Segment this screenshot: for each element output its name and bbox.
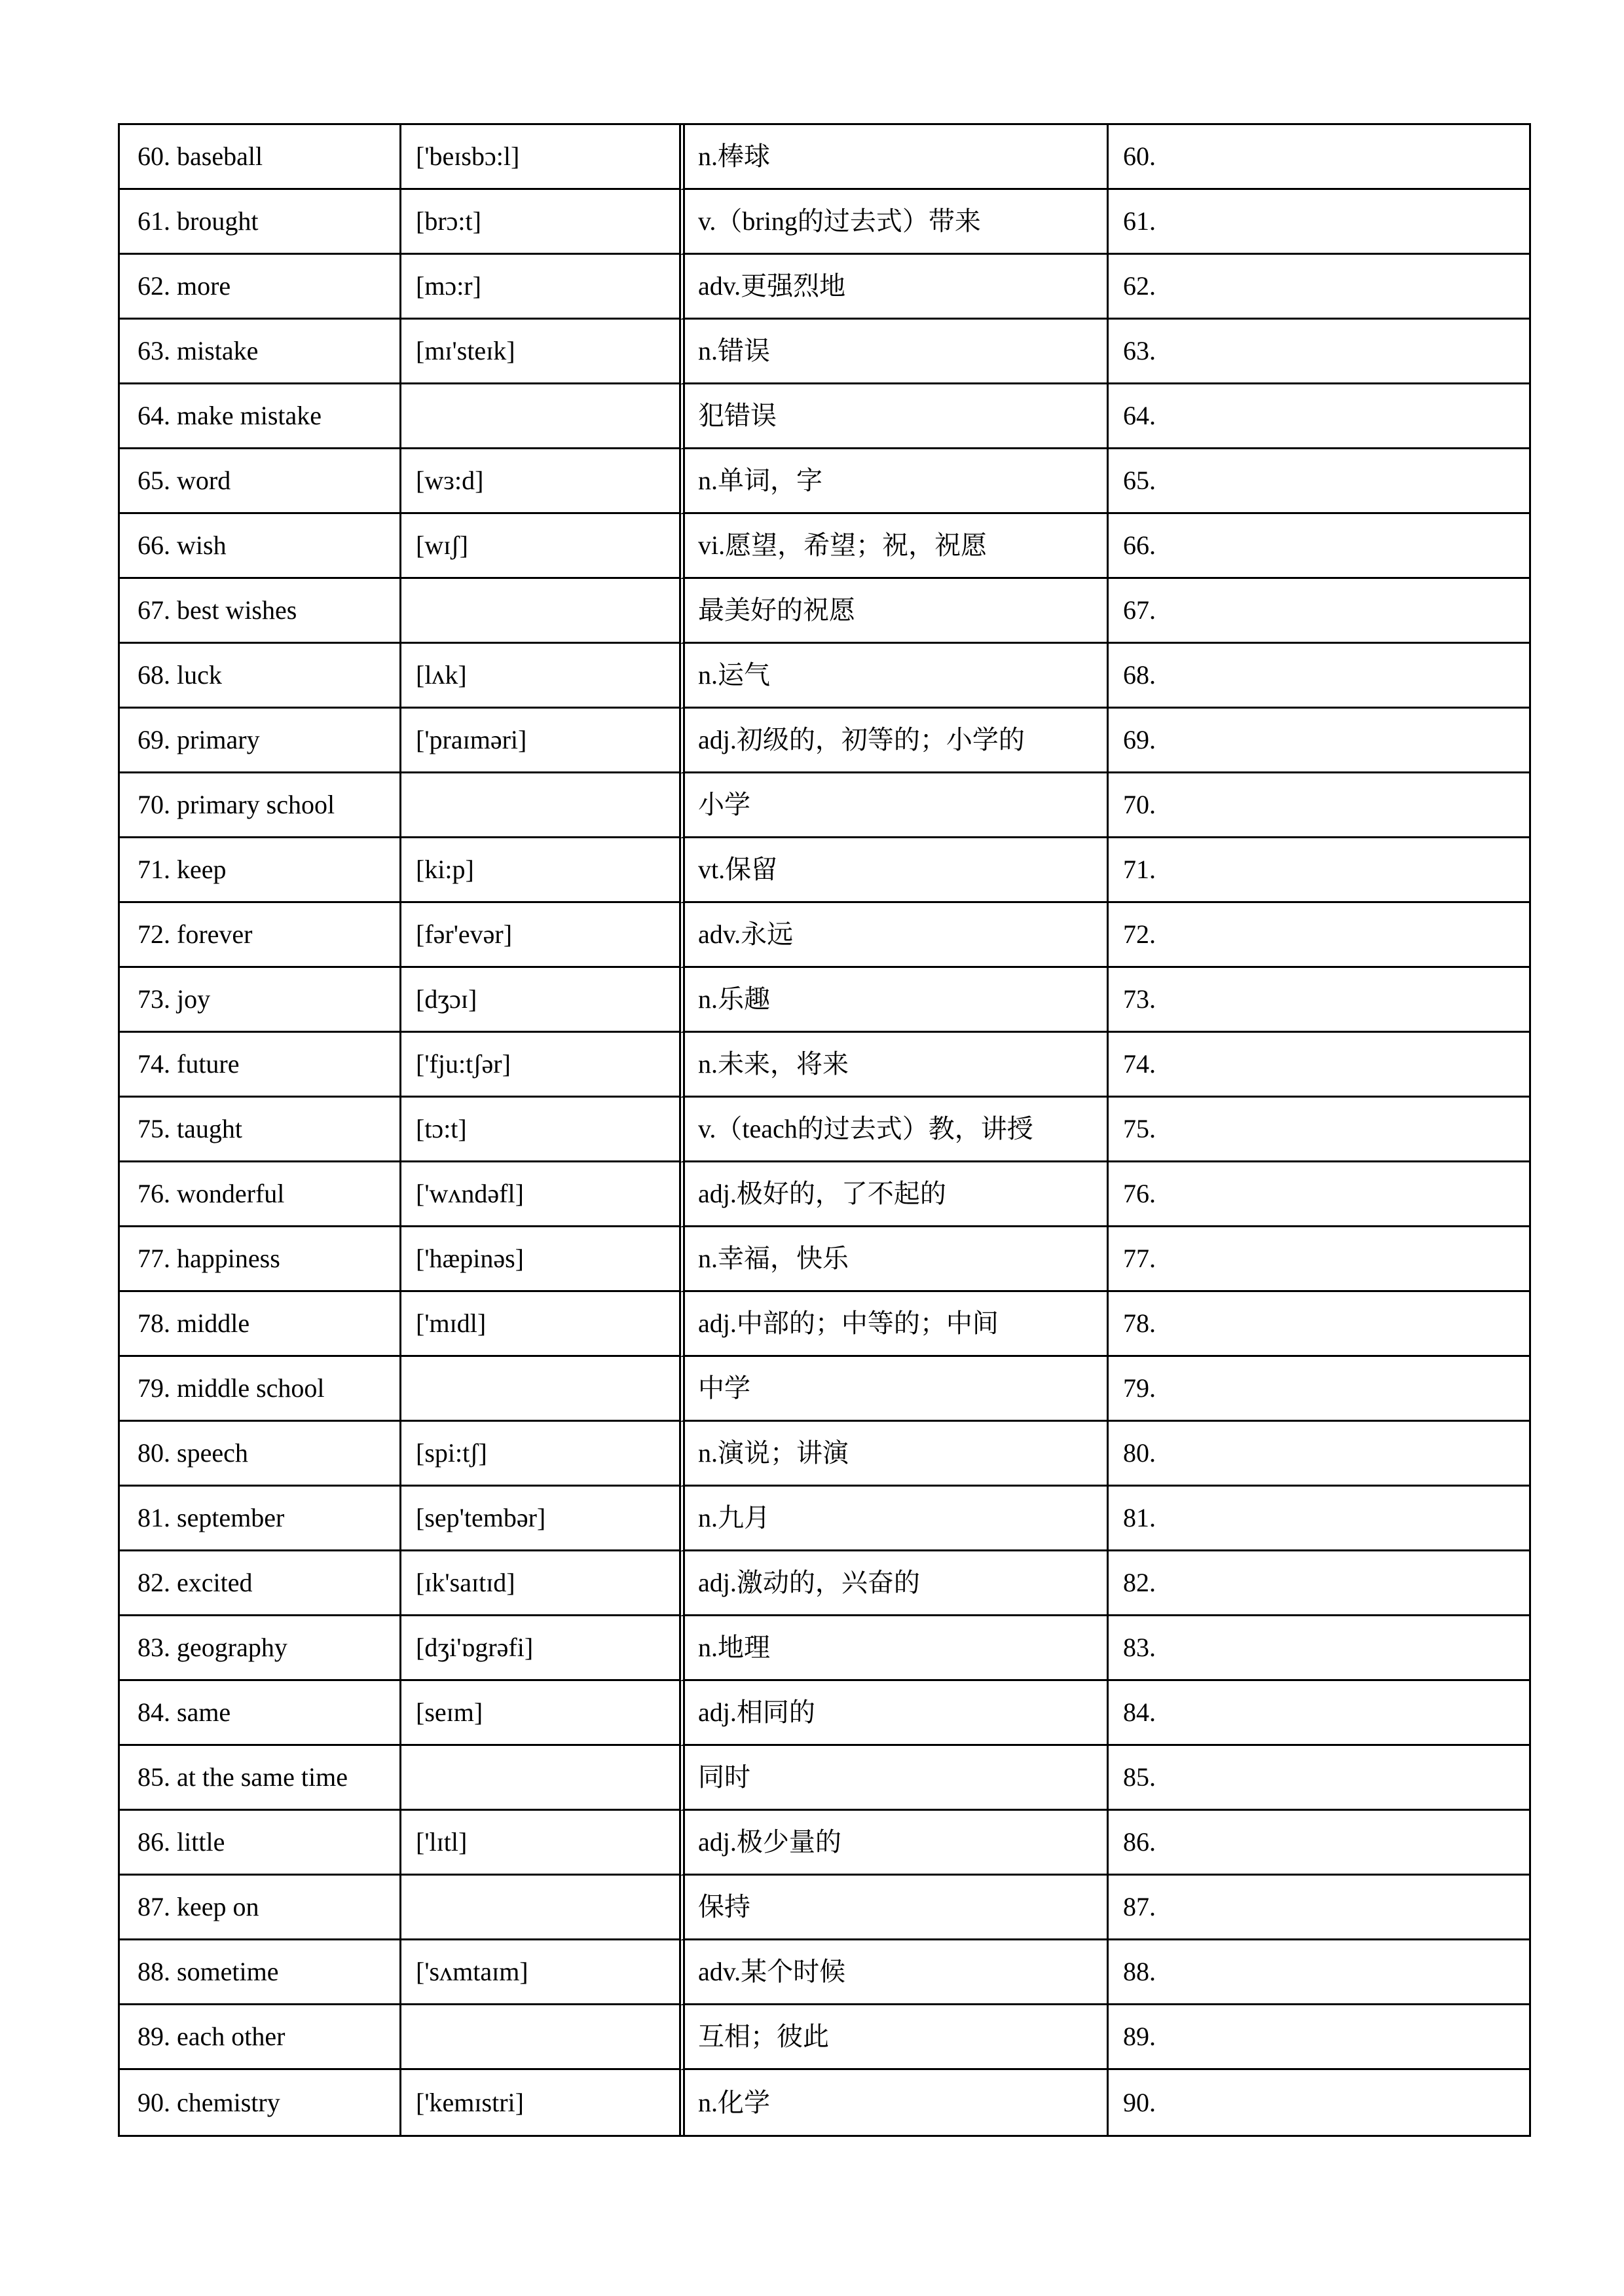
phonetic-cell: [dʒi'ɒgrəfi] <box>401 1616 679 1681</box>
check-number-cell: 67. <box>1109 579 1529 644</box>
table-row <box>120 968 1529 1033</box>
phonetic-cell: ['kemɪstri] <box>416 2087 524 2117</box>
table-row <box>120 773 1529 838</box>
phonetic-cell: ['wʌndəfl] <box>401 1162 679 1227</box>
phonetic-cell: ['praɪməri] <box>401 709 679 773</box>
check-number-cell: 66. <box>1109 514 1529 579</box>
table-row <box>120 1811 1529 1876</box>
word-cell: 90. chemistry <box>120 2070 401 2135</box>
meaning-cell: v.（bring的过去式）带来 <box>679 190 1109 255</box>
check-number-cell: 84. <box>1109 1681 1529 1746</box>
word-cell: 88. sometime <box>120 1940 401 2005</box>
table-row <box>120 838 1529 903</box>
meaning-cell: vt.保留 <box>679 838 1109 903</box>
meaning-cell: n.化学 <box>679 2070 1109 2135</box>
phonetic-cell: [lʌk] <box>401 644 679 709</box>
phonetic-cell: ['mɪdl] <box>401 1292 679 1357</box>
meaning-cell: vi.愿望，希望；祝，祝愿 <box>679 514 1109 579</box>
word-cell: 61. brought <box>120 190 401 255</box>
check-number-cell: 70. <box>1109 773 1529 838</box>
check-number-cell: 81. <box>1109 1487 1529 1551</box>
phonetic-cell: [wɪʃ] <box>401 514 679 579</box>
word-cell: 80. speech <box>120 1422 401 1487</box>
table-row <box>120 125 1529 190</box>
phonetic-cell: ['beɪsbɔ:l] <box>401 125 679 190</box>
check-number-cell: 62. <box>1109 255 1529 320</box>
meaning-cell: v.（teach的过去式）教，讲授 <box>679 1098 1109 1162</box>
check-number-cell: 79. <box>1109 1357 1529 1422</box>
meaning-cell: n.错误 <box>679 320 1109 384</box>
phonetic-cell: ['lɪtl] <box>401 1811 679 1876</box>
table-row <box>120 1098 1529 1162</box>
word-cell: 77. happiness <box>120 1227 401 1292</box>
table-row <box>120 1746 1529 1811</box>
meaning-cell: adv.某个时候 <box>679 1940 1109 2005</box>
table-row <box>120 1422 1529 1487</box>
meaning-cell: n.乐趣 <box>679 968 1109 1033</box>
word-cell: 65. word <box>120 449 401 514</box>
meaning-cell: 同时 <box>679 1746 1109 1811</box>
check-number-cell: 75. <box>1109 1098 1529 1162</box>
word-cell: 68. luck <box>120 644 401 709</box>
phonetic-cell <box>401 579 679 644</box>
phonetic-cell: ['hæpinəs] <box>401 1227 679 1292</box>
meaning-cell: 保持 <box>679 1876 1109 1940</box>
meaning-cell: n.演说；讲演 <box>679 1422 1109 1487</box>
meaning-cell: 互相；彼此 <box>679 2005 1109 2070</box>
meaning-cell: n.未来，将来 <box>679 1033 1109 1098</box>
meaning-cell: n.单词，字 <box>679 449 1109 514</box>
phonetic-cell: [sep'tembər] <box>401 1487 679 1551</box>
check-number-cell: 64. <box>1109 384 1529 449</box>
table-row <box>120 1292 1529 1357</box>
word-cell: 71. keep <box>120 838 401 903</box>
phonetic-cell: [mɔ:r] <box>401 255 679 320</box>
table-row <box>120 2070 1529 2135</box>
phonetic-cell: [ki:p] <box>401 838 679 903</box>
phonetic-cell: [dʒɔɪ] <box>401 968 679 1033</box>
table-row <box>120 2005 1529 2070</box>
word-cell: 69. primary <box>120 709 401 773</box>
word-cell: 70. primary school <box>120 773 401 838</box>
table-row <box>120 255 1529 320</box>
meaning-cell: 小学 <box>679 773 1109 838</box>
word-cell: 78. middle <box>120 1292 401 1357</box>
check-number-cell: 87. <box>1109 1876 1529 1940</box>
phonetic-cell: ['sʌmtaɪm] <box>401 1940 679 2005</box>
phonetic-cell <box>401 384 679 449</box>
meaning-cell: adj.中部的；中等的；中间 <box>679 1292 1109 1357</box>
table-row <box>120 1357 1529 1422</box>
meaning-cell: n.幸福，快乐 <box>679 1227 1109 1292</box>
word-cell: 81. september <box>120 1487 401 1551</box>
table-row <box>120 1162 1529 1227</box>
vocab-table <box>118 123 1531 2137</box>
check-number-cell: 65. <box>1109 449 1529 514</box>
word-cell: 62. more <box>120 255 401 320</box>
meaning-cell: 最美好的祝愿 <box>679 579 1109 644</box>
check-number-cell: 71. <box>1109 838 1529 903</box>
word-cell: 83. geography <box>120 1616 401 1681</box>
table-row <box>120 1681 1529 1746</box>
check-number-cell: 77. <box>1109 1227 1529 1292</box>
check-number-cell: 76. <box>1109 1162 1529 1227</box>
meaning-cell: adj.相同的 <box>679 1681 1109 1746</box>
check-number-cell: 68. <box>1109 644 1529 709</box>
meaning-cell: n.运气 <box>679 644 1109 709</box>
check-number-cell: 82. <box>1109 1551 1529 1616</box>
phonetic-cell <box>401 1876 679 1940</box>
table-row <box>120 579 1529 644</box>
check-number-cell: 90. <box>1123 2087 1156 2117</box>
word-cell: 74. future <box>120 1033 401 1098</box>
phonetic-cell <box>401 1357 679 1422</box>
word-cell: 85. at the same time <box>120 1746 401 1811</box>
meaning-cell: adv.永远 <box>679 903 1109 968</box>
check-number-cell: 83. <box>1109 1616 1529 1681</box>
phonetic-cell: [seɪm] <box>401 1681 679 1746</box>
table-row <box>120 1940 1529 2005</box>
phonetic-cell: [wɜ:d] <box>401 449 679 514</box>
phonetic-cell: [ɪk'saɪtɪd] <box>401 1551 679 1616</box>
check-number-cell: 88. <box>1109 1940 1529 2005</box>
phonetic-cell: [fər'evər] <box>401 903 679 968</box>
word-cell: 60. baseball <box>120 125 401 190</box>
check-number-cell: 86. <box>1109 1811 1529 1876</box>
check-number-cell: 72. <box>1109 903 1529 968</box>
meaning-cell: 犯错误 <box>679 384 1109 449</box>
word-cell: 67. best wishes <box>120 579 401 644</box>
phonetic-cell: ['fju:tʃər] <box>401 1033 679 1098</box>
check-number-cell: 78. <box>1109 1292 1529 1357</box>
meaning-cell: n.九月 <box>679 1487 1109 1551</box>
phonetic-cell: [tɔ:t] <box>401 1098 679 1162</box>
word-cell: 73. joy <box>120 968 401 1033</box>
check-number-cell: 60. <box>1109 125 1529 190</box>
phonetic-cell <box>401 2005 679 2070</box>
check-number-cell: 85. <box>1109 1746 1529 1811</box>
word-cell: 87. keep on <box>120 1876 401 1940</box>
table-row <box>120 1876 1529 1940</box>
table-row <box>120 320 1529 384</box>
phonetic-cell: [brɔ:t] <box>401 190 679 255</box>
word-cell: 86. little <box>120 1811 401 1876</box>
check-number-cell: 74. <box>1109 1033 1529 1098</box>
word-cell: 66. wish <box>120 514 401 579</box>
table-row <box>120 190 1529 255</box>
meaning-cell: n.地理 <box>679 1616 1109 1681</box>
word-cell: 64. make mistake <box>120 384 401 449</box>
table-row <box>120 1487 1529 1551</box>
meaning-cell: adv.更强烈地 <box>679 255 1109 320</box>
meaning-cell: n.棒球 <box>679 125 1109 190</box>
word-cell: 75. taught <box>120 1098 401 1162</box>
phonetic-cell <box>401 773 679 838</box>
meaning-cell: adj.激动的，兴奋的 <box>679 1551 1109 1616</box>
meaning-cell: 中学 <box>679 1357 1109 1422</box>
phonetic-cell: [mɪ'steɪk] <box>401 320 679 384</box>
word-cell: 76. wonderful <box>120 1162 401 1227</box>
phonetic-cell: [spi:tʃ] <box>401 1422 679 1487</box>
check-number-cell: 73. <box>1109 968 1529 1033</box>
table-row <box>120 449 1529 514</box>
table-row <box>120 1551 1529 1616</box>
table-row <box>120 644 1529 709</box>
meaning-cell: adj.极少量的 <box>679 1811 1109 1876</box>
check-number-cell: 63. <box>1109 320 1529 384</box>
table-row <box>120 1227 1529 1292</box>
word-cell: 79. middle school <box>120 1357 401 1422</box>
check-number-cell: 61. <box>1109 190 1529 255</box>
table-row <box>120 1616 1529 1681</box>
meaning-cell: adj.极好的，了不起的 <box>679 1162 1109 1227</box>
table-row <box>120 709 1529 773</box>
phonetic-cell <box>401 1746 679 1811</box>
word-cell: 84. same <box>120 1681 401 1746</box>
table-row <box>120 903 1529 968</box>
table-row <box>120 384 1529 449</box>
word-cell: 72. forever <box>120 903 401 968</box>
meaning-cell: adj.初级的，初等的；小学的 <box>679 709 1109 773</box>
table-row <box>120 514 1529 579</box>
check-number-cell: 69. <box>1109 709 1529 773</box>
word-cell: 82. excited <box>120 1551 401 1616</box>
table-row <box>120 1033 1529 1098</box>
word-cell: 63. mistake <box>120 320 401 384</box>
check-number-cell: 80. <box>1109 1422 1529 1487</box>
check-number-cell: 89. <box>1109 2005 1529 2070</box>
word-cell: 89. each other <box>120 2005 401 2070</box>
